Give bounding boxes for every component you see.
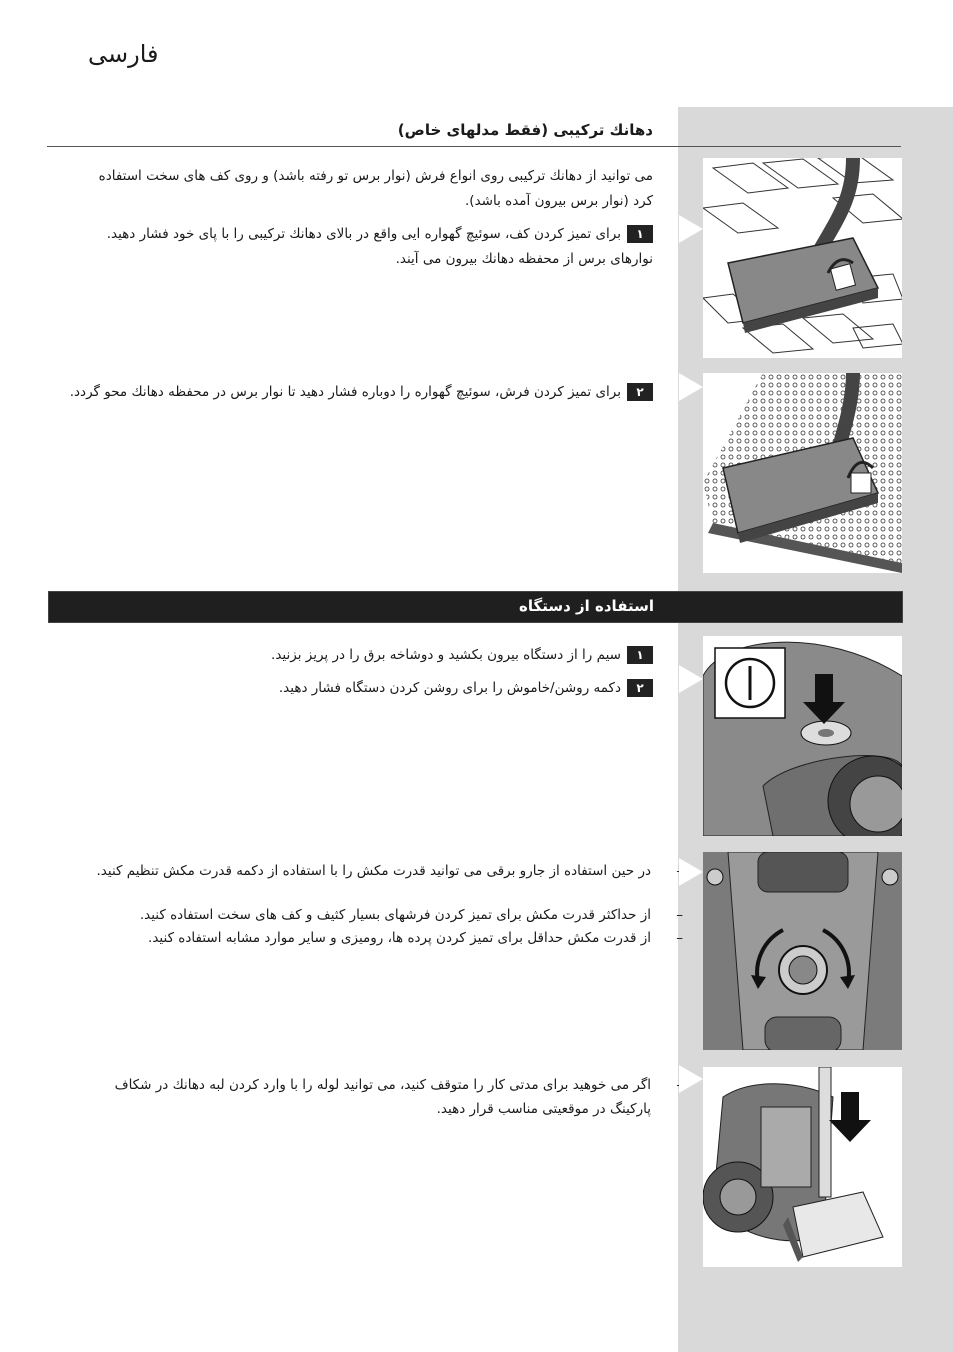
step-number: ۱ (627, 225, 653, 243)
carpet-nozzle-figure (703, 373, 902, 573)
bullet-item: – از قدرت مكش حداقل برای تميز كردن پرده ها، روميزی و ساير موارد مشابه استفاده كنيد. (83, 927, 651, 949)
step-text: سيم را از دستگاه بيرون بكشيد و دوشاخه برق را در پريز بزنيد. (271, 647, 621, 663)
section1-step-2 (53, 380, 653, 405)
step-number: ۲ (627, 679, 653, 697)
figure-pointer (679, 215, 703, 243)
bullet-dash: – (676, 863, 683, 879)
figure-pointer (679, 858, 703, 886)
suction-dial-figure (703, 852, 902, 1050)
bullet-dash: – (676, 930, 683, 946)
section1-intro: می توانيد از دهانك تركيبی روی انواع فرش (نوار برس تو رفته باشد) و روی كف های سخت استفاده كرد (نوار برس بيرون آمده باشد). (98, 168, 653, 209)
bullet-dash: – (676, 907, 683, 923)
step-text: دكمه روشن/خاموش را برای روشن كردن دستگاه فشار دهيد. (278, 680, 621, 696)
section2-header-bar (48, 591, 903, 623)
language-label: فارسی (88, 40, 159, 68)
step-number: ۱ (627, 646, 653, 664)
section1-step-1 (73, 222, 653, 272)
figure-pointer (679, 1065, 703, 1093)
section1-title: دهانك تركيبی (فقط مدلهای خاص) (397, 121, 653, 139)
section2-step-2 (53, 676, 653, 701)
step-number: ۲ (627, 383, 653, 401)
figure-pointer (679, 665, 703, 693)
bullet-item: – در حين استفاده از جارو برقی می توانيد قدرت مكش را با استفاده از دكمه قدرت مكش تنظيم كنيد. (83, 860, 651, 882)
section2-title: استفاده از دستگاه (519, 597, 654, 615)
bullet-item: – از حداكثر قدرت مكش برای تميز كردن فرشهای بسيار كثيف و كف های سخت استفاده كنيد. (83, 904, 651, 926)
step-text: برای تميز كردن فرش، سوئيچ گهواره را دوباره فشار دهيد تا نوار برس در محفظه دهانك محو گردد. (69, 384, 621, 400)
bullet-dash: – (676, 1077, 683, 1093)
figure-pointer (679, 373, 703, 401)
power-button-figure (703, 636, 902, 836)
bullet-item: – اگر می خوهيد برای مدتی كار را متوقف كنيد، می توانيد لوله را با وارد كردن لبه دهانك در شكاف پاركينگ در موقعيتی مناسب قرار دهيد. (83, 1073, 651, 1121)
divider (47, 146, 901, 147)
section2-step-1 (53, 643, 653, 668)
parking-slot-figure (703, 1067, 902, 1267)
hard-floor-nozzle-figure (703, 158, 902, 358)
step-text: برای تميز كردن كف، سوئيچ گهواره ايی واقع در بالای دهانك تركيبی را با پای خود فشار دهيد. نوارهای برس از محفظه دهانك بيرون می آيند. (106, 226, 653, 267)
